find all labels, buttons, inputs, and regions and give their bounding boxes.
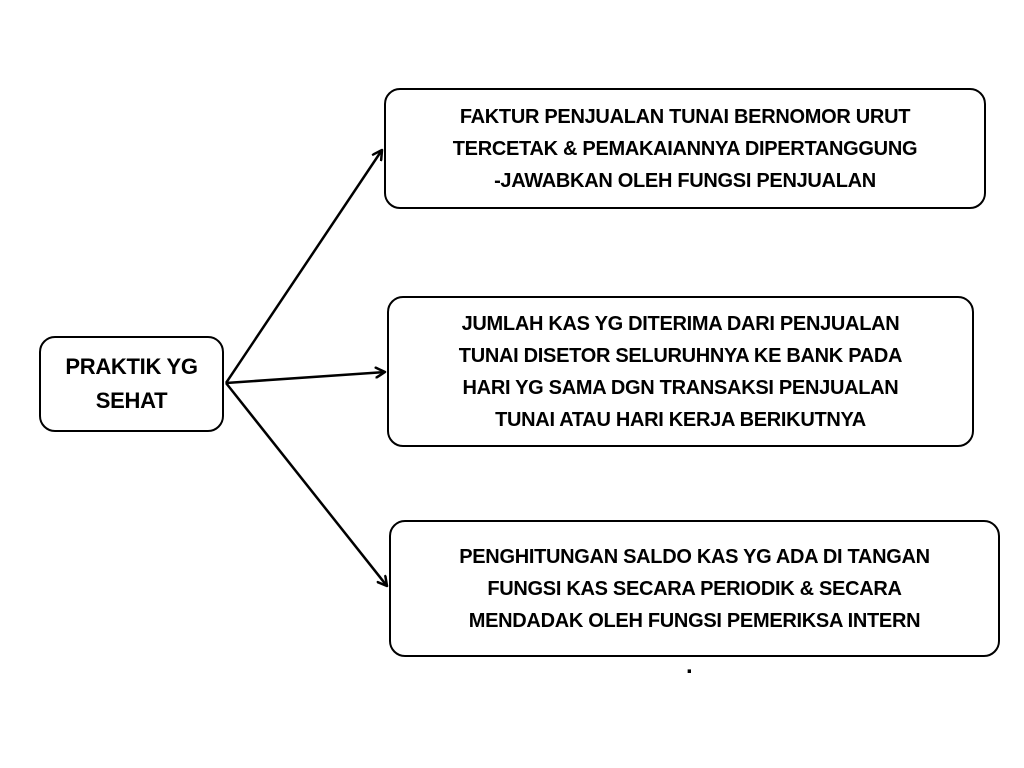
root-node-praktik-yg-sehat (39, 336, 224, 432)
root-node-label: PRAKTIK YG SEHAT (65, 354, 198, 413)
branch-node-penghitungan-saldo (389, 520, 1000, 657)
branch-node-jumlah-kas (387, 296, 974, 447)
branch-node-faktur-penjualan (384, 88, 986, 209)
arrow-to-branch-2 (226, 372, 385, 383)
arrow-to-branch-1 (226, 150, 382, 383)
branch-node-2-text: JUMLAH KAS YG DITERIMA DARI PENJUALAN TUNAI DISETOR SELURUHNYA KE BANK PADA HARI YG SAMA DGN TRANSAKSI PENJUALAN TUNAI ATAU HARI KERJA BERIKUTNYA (458, 312, 903, 431)
branch-node-1-text: FAKTUR PENJUALAN TUNAI BERNOMOR URUT TERCETAK & PEMAKAIANNYA DIPERTANGGUNG -JAWABKAN OLEH FUNGSI PENJUALAN (452, 105, 918, 192)
branch-node-3-text: PENGHITUNGAN SALDO KAS YG ADA DI TANGAN FUNGSI KAS SECARA PERIODIK & SECARA MENDADAK OLEH FUNGSI PEMERIKSA INTERN (459, 545, 930, 632)
arrow-to-branch-3 (226, 383, 387, 586)
trailing-mark: . (686, 652, 693, 679)
